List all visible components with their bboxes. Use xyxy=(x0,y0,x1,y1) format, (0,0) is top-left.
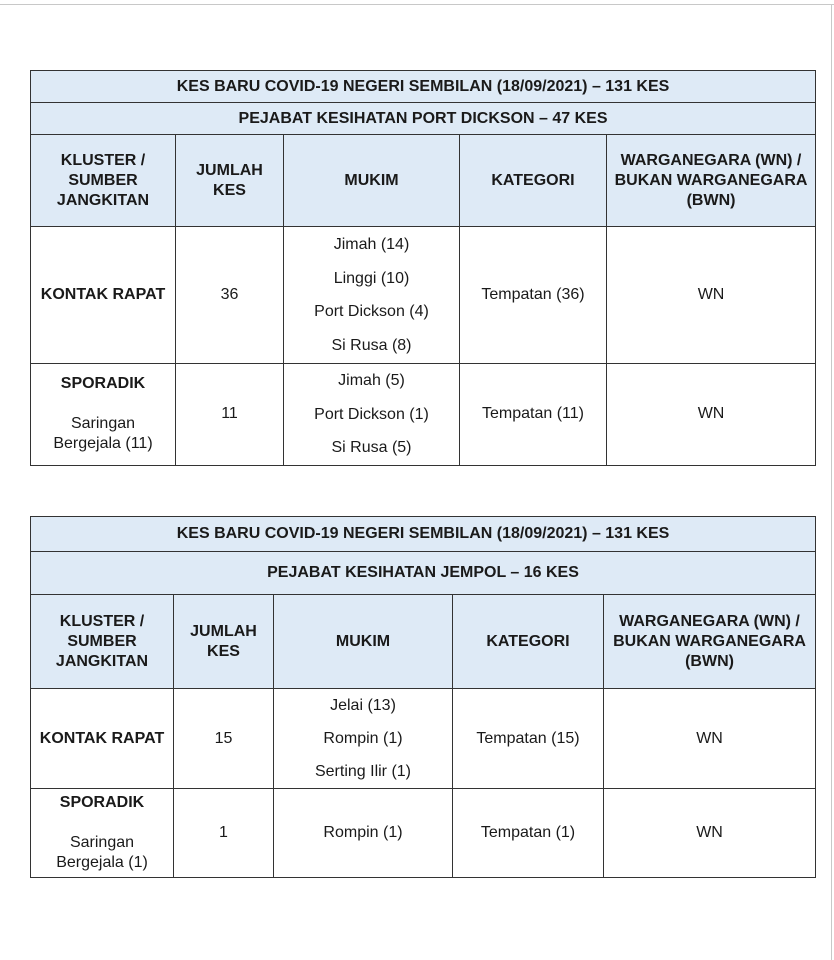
kategori-cell: Tempatan (11) xyxy=(460,364,607,466)
table-title: KES BARU COVID-19 NEGERI SEMBILAN (18/09/2021) – 131 KES xyxy=(31,517,816,552)
header-cluster: KLUSTER / SUMBER JANGKITAN xyxy=(31,135,176,227)
case-table-jempol xyxy=(30,516,816,878)
office-title: PEJABAT KESIHATAN PORT DICKSON – 47 KES xyxy=(31,103,816,135)
total-cell: 15 xyxy=(174,689,274,789)
mukim-item: Jimah (5) xyxy=(338,372,405,389)
header-kategori: KATEGORI xyxy=(453,595,604,689)
mukim-cell xyxy=(284,227,460,364)
frame-border-right xyxy=(831,4,832,960)
mukim-item: Jelai (13) xyxy=(330,697,396,714)
header-kategori: KATEGORI xyxy=(460,135,607,227)
wn-cell: WN xyxy=(604,789,816,878)
mukim-cell xyxy=(284,364,460,466)
cluster-cell: KONTAK RAPAT xyxy=(31,689,174,789)
total-cell: 36 xyxy=(176,227,284,364)
cluster-cell xyxy=(31,789,174,878)
table-row xyxy=(31,789,816,878)
mukim-item: Jimah (14) xyxy=(333,236,410,253)
header-wn: WARGANEGARA (WN) / BUKAN WARGANEGARA (BWN) xyxy=(604,595,816,689)
office-title: PEJABAT KESIHATAN JEMPOL – 16 KES xyxy=(31,552,816,595)
header-mukim: MUKIM xyxy=(284,135,460,227)
wn-cell: WN xyxy=(604,689,816,789)
table-row xyxy=(31,364,816,466)
total-cell: 1 xyxy=(174,789,274,878)
kategori-cell: Tempatan (15) xyxy=(453,689,604,789)
header-wn: WARGANEGARA (WN) / BUKAN WARGANEGARA (BWN) xyxy=(607,135,816,227)
mukim-item: Port Dickson (4) xyxy=(314,303,429,320)
cluster-sublabel: Saringan Bergejala (1) xyxy=(56,834,148,871)
table-title: KES BARU COVID-19 NEGERI SEMBILAN (18/09/2021) – 131 KES xyxy=(31,71,816,103)
mukim-cell xyxy=(274,689,453,789)
table-row xyxy=(31,689,816,789)
mukim-item: Serting Ilir (1) xyxy=(314,763,412,780)
wn-cell: WN xyxy=(607,364,816,466)
mukim-item: Linggi (10) xyxy=(333,269,410,287)
mukim-item: Port Dickson (1) xyxy=(314,405,429,423)
table-row xyxy=(31,227,816,364)
case-table-port-dickson xyxy=(30,70,816,466)
header-mukim: MUKIM xyxy=(274,595,453,689)
frame-border-top xyxy=(0,4,834,5)
mukim-cell: Rompin (1) xyxy=(274,789,453,878)
cluster-cell: KONTAK RAPAT xyxy=(31,227,176,364)
wn-cell: WN xyxy=(607,227,816,364)
kategori-cell: Tempatan (36) xyxy=(460,227,607,364)
mukim-item: Rompin (1) xyxy=(323,730,403,747)
cluster-label: SPORADIK xyxy=(59,794,145,811)
header-total: JUMLAH KES xyxy=(174,595,274,689)
mukim-item: Si Rusa (5) xyxy=(331,439,412,456)
cluster-label: SPORADIK xyxy=(60,375,146,393)
cluster-sublabel: Saringan Bergejala (11) xyxy=(53,415,153,453)
cluster-cell xyxy=(31,364,176,466)
header-cluster: KLUSTER / SUMBER JANGKITAN xyxy=(31,595,174,689)
mukim-item: Si Rusa (8) xyxy=(331,336,412,354)
kategori-cell: Tempatan (1) xyxy=(453,789,604,878)
total-cell: 11 xyxy=(176,364,284,466)
header-total: JUMLAH KES xyxy=(176,135,284,227)
